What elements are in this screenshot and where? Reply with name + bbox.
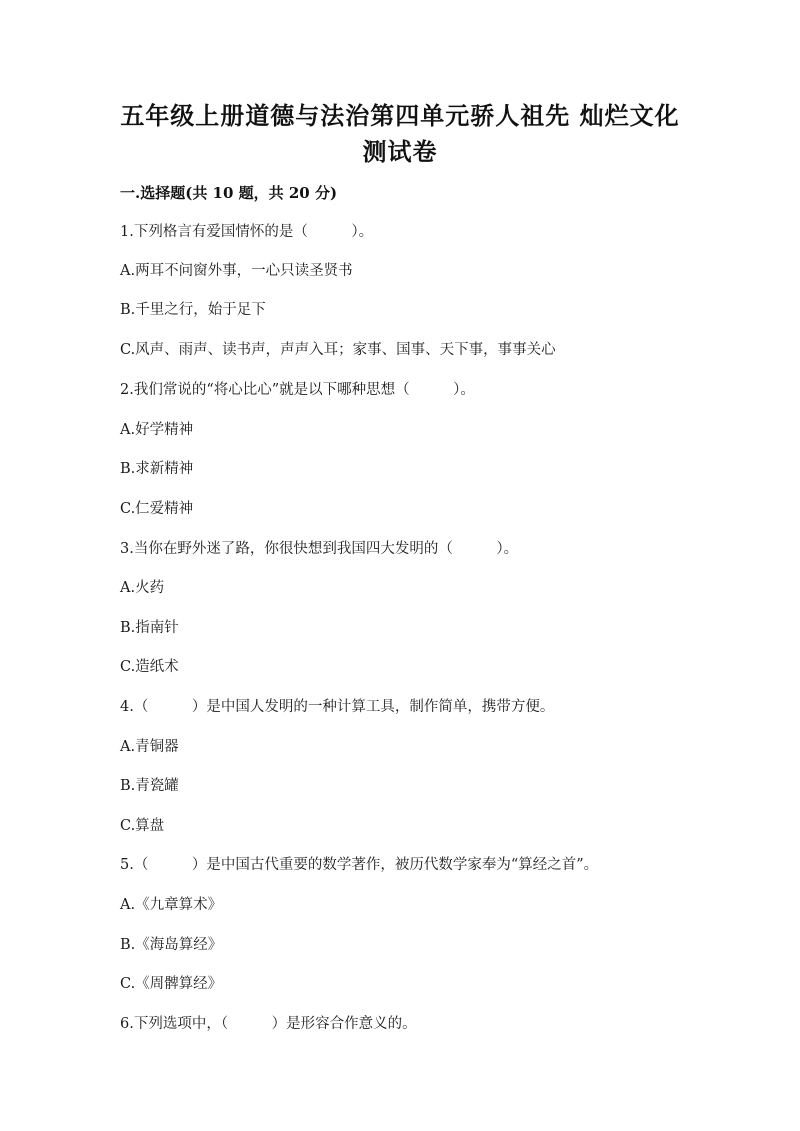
question-2-stem: 2.我们常说的“将心比心”就是以下哪种思想（ ）。 xyxy=(120,382,475,398)
question-4-option-c: C.算盘 xyxy=(120,818,165,834)
section-heading: 一.选择题(共 10 题，共 20 分) xyxy=(120,184,338,202)
question-5-option-c: C.《周髀算经》 xyxy=(120,976,223,992)
question-4-stem: 4.（ ）是中国人发明的一种计算工具，制作简单，携带方便。 xyxy=(120,699,555,715)
question-1-option-b: B.千里之行，始于足下 xyxy=(120,302,266,318)
question-3-option-c: C.造纸术 xyxy=(120,659,179,675)
document-title-line-1: 五年级上册道德与法治第四单元骄人祖先 灿烂文化 xyxy=(120,101,680,130)
document-title-line-2: 测试卷 xyxy=(362,137,438,166)
question-3-option-b: B.指南针 xyxy=(120,620,179,636)
question-1-option-a: A.两耳不问窗外事，一心只读圣贤书 xyxy=(120,263,353,279)
question-2-option-b: B.求新精神 xyxy=(120,461,194,477)
question-4-option-a: A.青铜器 xyxy=(120,739,179,755)
question-5-stem: 5.（ ）是中国古代重要的数学著作，被历代数学家奉为“算经之首”。 xyxy=(120,857,599,873)
question-4-option-b: B.青瓷罐 xyxy=(120,778,179,794)
question-2-option-a: A.好学精神 xyxy=(120,422,194,438)
question-3-stem: 3.当你在野外迷了路，你很快想到我国四大发明的（ ）。 xyxy=(120,541,519,557)
question-5-option-b: B.《海岛算经》 xyxy=(120,937,223,953)
question-3-option-a: A.火药 xyxy=(120,580,165,596)
question-6-stem: 6.下列选项中，（ ）是形容合作意义的。 xyxy=(120,1016,417,1032)
question-5-option-a: A.《九章算术》 xyxy=(120,897,223,913)
question-2-option-c: C.仁爱精神 xyxy=(120,501,194,517)
question-1-option-c: C.风声、雨声、读书声，声声入耳；家事、国事、天下事，事事关心 xyxy=(120,342,556,358)
question-1-stem: 1.下列格言有爱国情怀的是（ ）。 xyxy=(120,224,374,240)
